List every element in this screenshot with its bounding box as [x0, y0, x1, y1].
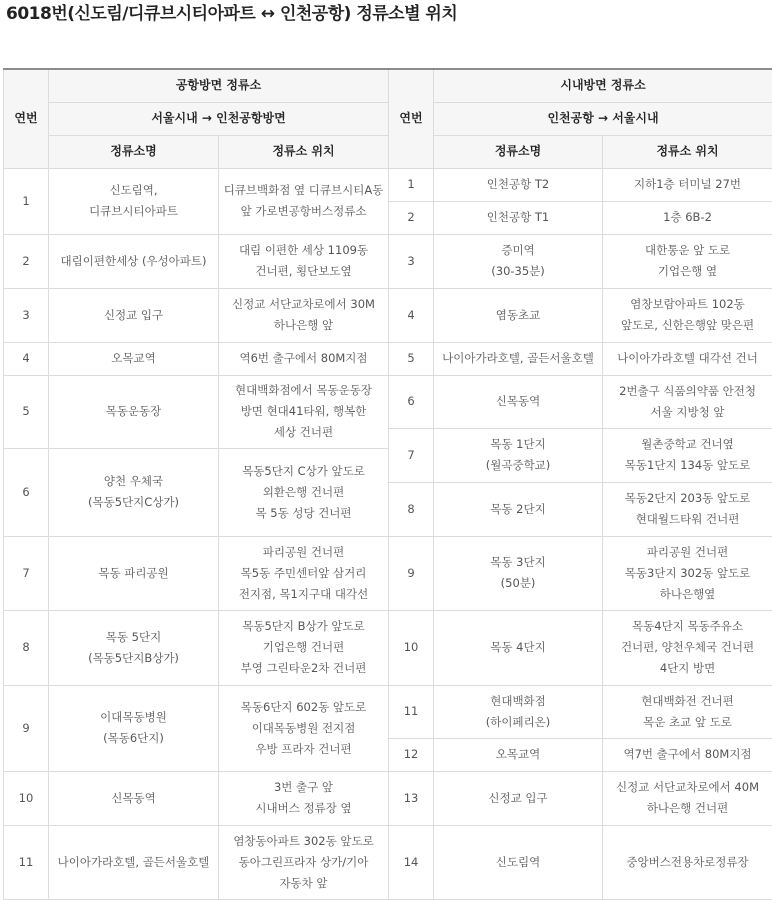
airport-stop-location: 목동5단지 B상가 앞도로 기업은행 건너편 부영 그린타운2차 건너편 — [219, 610, 389, 685]
city-stop-location-header: 정류소 위치 — [603, 135, 772, 168]
city-stop-location: 중앙버스전용차로정류장 — [603, 825, 772, 899]
city-stop-number: 9 — [389, 536, 434, 610]
city-stop-location: 나이아가라호텔 대각선 건너 — [603, 342, 772, 375]
city-stop-location: 목동4단지 목동주유소 건너편, 양천우체국 건너편 4단지 방면 — [603, 610, 772, 685]
city-stop-name: 신도림역 — [434, 825, 603, 899]
city-stop-number: 11 — [389, 685, 434, 738]
airport-stop-location: 디큐브백화점 옆 디큐브시티A동 앞 가로변공항버스정류소 — [219, 168, 389, 234]
airport-stop-number: 10 — [4, 771, 49, 825]
city-stop-location: 1층 6B-2 — [603, 201, 772, 234]
airport-stop-number: 4 — [4, 342, 49, 375]
city-stop-name: 신목동역 — [434, 375, 603, 428]
airport-stop-number: 9 — [4, 685, 49, 771]
city-stop-number: 14 — [389, 825, 434, 899]
airport-stop-name: 목동운동장 — [49, 375, 219, 448]
city-stop-number: 7 — [389, 428, 434, 482]
airport-stop-number: 8 — [4, 610, 49, 685]
airport-stop-location: 목동5단지 C상가 앞도로 외환은행 건너편 목 5동 성당 건너편 — [219, 448, 389, 536]
airport-stop-name: 대림이편한세상 (우성아파트) — [49, 234, 219, 288]
airport-stop-number: 7 — [4, 536, 49, 610]
city-stop-location: 2번출구 식품의약품 안전청 서울 지방청 앞 — [603, 375, 772, 428]
airport-stop-number: 11 — [4, 825, 49, 899]
airport-stop-name: 양천 우체국 (목동5단지C상가) — [49, 448, 219, 536]
airport-stop-name: 나이아가라호텔, 골든서울호텔 — [49, 825, 219, 899]
city-stop-number: 8 — [389, 482, 434, 536]
airport-stop-name: 목동 파리공원 — [49, 536, 219, 610]
airport-group-header: 공항방면 정류소 — [49, 69, 389, 102]
airport-stop-location: 신정교 서단교차로에서 30M 하나은행 앞 — [219, 288, 389, 342]
airport-stop-location: 대림 이편한 세상 1109동 건너편, 횡단보도옆 — [219, 234, 389, 288]
city-stop-name: 증미역 (30-35분) — [434, 234, 603, 288]
city-stop-number: 12 — [389, 738, 434, 771]
city-stop-number: 1 — [389, 168, 434, 201]
city-stop-location: 염창보람아파트 102동 앞도로, 신한은행앞 맞은편 — [603, 288, 772, 342]
airport-stop-name: 신목동역 — [49, 771, 219, 825]
city-group-header: 시내방면 정류소 — [434, 69, 772, 102]
bus-stop-table — [3, 68, 772, 900]
airport-stop-number: 6 — [4, 448, 49, 536]
city-stop-number: 4 — [389, 288, 434, 342]
city-stop-name: 목동 3단지 (50분) — [434, 536, 603, 610]
city-stop-name: 목동 4단지 — [434, 610, 603, 685]
airport-stop-name: 목동 5단지 (목동5단지B상가) — [49, 610, 219, 685]
city-stop-name: 나이아가라호텔, 골든서울호텔 — [434, 342, 603, 375]
seq-header-city: 연번 — [389, 69, 434, 168]
city-stop-location: 지하1층 터미널 27번 — [603, 168, 772, 201]
airport-stop-name: 신정교 입구 — [49, 288, 219, 342]
city-stop-name: 인천공항 T1 — [434, 201, 603, 234]
city-stop-number: 13 — [389, 771, 434, 825]
airport-stop-location: 3번 출구 앞 시내버스 정류장 옆 — [219, 771, 389, 825]
airport-stop-location: 파리공원 건너편 목5동 주민센터앞 삼거리 전지점, 목1지구대 대각선 — [219, 536, 389, 610]
airport-stop-number: 2 — [4, 234, 49, 288]
city-stop-name: 염동초교 — [434, 288, 603, 342]
city-stop-location: 월촌중학교 건너옆 목동1단지 134동 앞도로 — [603, 428, 772, 482]
airport-stop-location: 염창동아파트 302동 앞도로 동아그린프라자 상가/기아 자동차 앞 — [219, 825, 389, 899]
airport-stop-name: 오목교역 — [49, 342, 219, 375]
airport-stop-location: 목동6단지 602동 앞도로 이대목동병원 전지점 우방 프라자 건너편 — [219, 685, 389, 771]
city-stop-location: 대한통운 앞 도로 기업은행 옆 — [603, 234, 772, 288]
airport-stop-name-header: 정류소명 — [49, 135, 219, 168]
airport-stop-name: 신도림역, 디큐브시티아파트 — [49, 168, 219, 234]
city-stop-number: 10 — [389, 610, 434, 685]
city-stop-location: 신정교 서단교차로에서 40M 하나은행 건너편 — [603, 771, 772, 825]
city-stop-location: 목동2단지 203동 앞도로 현대월드타워 건너편 — [603, 482, 772, 536]
airport-stop-location: 역6번 출구에서 80M지점 — [219, 342, 389, 375]
airport-stop-number: 5 — [4, 375, 49, 448]
city-stop-name: 신정교 입구 — [434, 771, 603, 825]
page-title: 6018번(신도림/디큐브시티아파트 ↔ 인천공항) 정류소별 위치 — [6, 4, 458, 24]
seq-header-airport: 연번 — [4, 69, 49, 168]
city-stop-number: 6 — [389, 375, 434, 428]
airport-stop-location-header: 정류소 위치 — [219, 135, 389, 168]
city-stop-number: 3 — [389, 234, 434, 288]
city-direction-header: 인천공항 → 서울시내 — [434, 102, 772, 135]
city-stop-number: 2 — [389, 201, 434, 234]
city-stop-location: 파리공원 건너편 목동3단지 302동 앞도로 하나은행옆 — [603, 536, 772, 610]
city-stop-location: 역7번 출구에서 80M지점 — [603, 738, 772, 771]
city-stop-name: 인천공항 T2 — [434, 168, 603, 201]
airport-direction-header: 서울시내 → 인천공항방면 — [49, 102, 389, 135]
airport-stop-location: 현대백화점에서 목동운동장 방면 현대41타워, 행복한 세상 건너편 — [219, 375, 389, 448]
city-stop-name: 목동 1단지 (월곡중학교) — [434, 428, 603, 482]
city-stop-name-header: 정류소명 — [434, 135, 603, 168]
city-stop-location: 현대백화전 건너편 목운 초교 앞 도로 — [603, 685, 772, 738]
city-stop-number: 5 — [389, 342, 434, 375]
airport-stop-number: 1 — [4, 168, 49, 234]
city-stop-name: 목동 2단지 — [434, 482, 603, 536]
city-stop-name: 현대백화점 (하이페리온) — [434, 685, 603, 738]
airport-stop-name: 이대목동병원 (목동6단지) — [49, 685, 219, 771]
city-stop-name: 오목교역 — [434, 738, 603, 771]
airport-stop-number: 3 — [4, 288, 49, 342]
